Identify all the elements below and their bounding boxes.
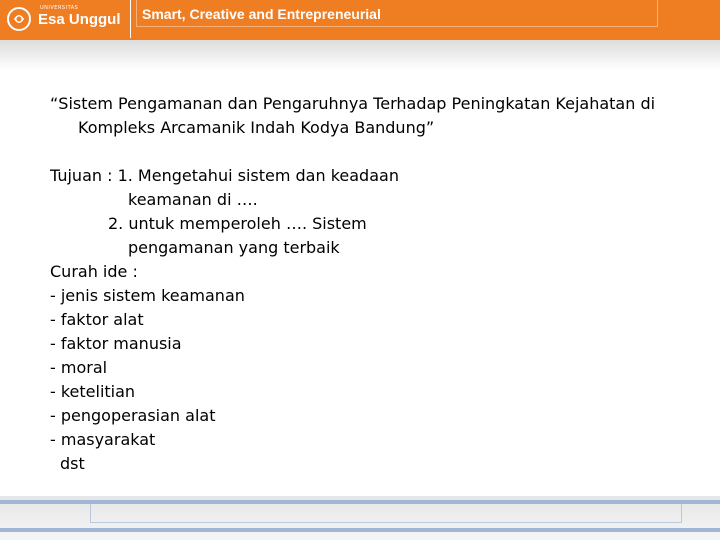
idea-item: - ketelitian: [50, 382, 136, 401]
idea-item: - faktor alat: [50, 310, 144, 329]
idea-item: - moral: [50, 358, 108, 377]
tujuan-line-2: keamanan di ….: [128, 190, 258, 209]
spacer: [50, 140, 700, 164]
idea-item: - pengoperasian alat: [50, 406, 216, 425]
footer-line-lower: [0, 528, 720, 532]
closing-text: dst: [60, 454, 85, 473]
slide-title-line-1: “Sistem Pengamanan dan Pengaruhnya Terhadap Peningkatan Kejahatan di: [50, 94, 656, 113]
logo-name: Esa Unggul: [38, 11, 121, 28]
logo-emblem-icon: [6, 6, 32, 32]
slide-body: [50, 92, 700, 476]
logo-small-text: UNIVERSITAS: [40, 5, 79, 11]
slide-title-line-2: Kompleks Arcamanik Indah Kodya Bandung”: [78, 118, 435, 137]
idea-item: - jenis sistem keamanan: [50, 286, 245, 305]
idea-item: - faktor manusia: [50, 334, 182, 353]
university-logo: [0, 0, 131, 38]
header-shadow-band: [0, 40, 720, 70]
tujuan-line-4: pengamanan yang terbaik: [128, 238, 340, 257]
idea-item: - masyarakat: [50, 430, 156, 449]
header-tagline: Smart, Creative and Entrepreneurial: [142, 6, 381, 22]
footer-frame: [90, 504, 682, 523]
curah-ide-label: Curah ide :: [50, 262, 138, 281]
tujuan-line-3: 2. untuk memperoleh …. Sistem: [108, 214, 367, 233]
tujuan-line-1: Tujuan : 1. Mengetahui sistem dan keadaan: [50, 166, 399, 185]
